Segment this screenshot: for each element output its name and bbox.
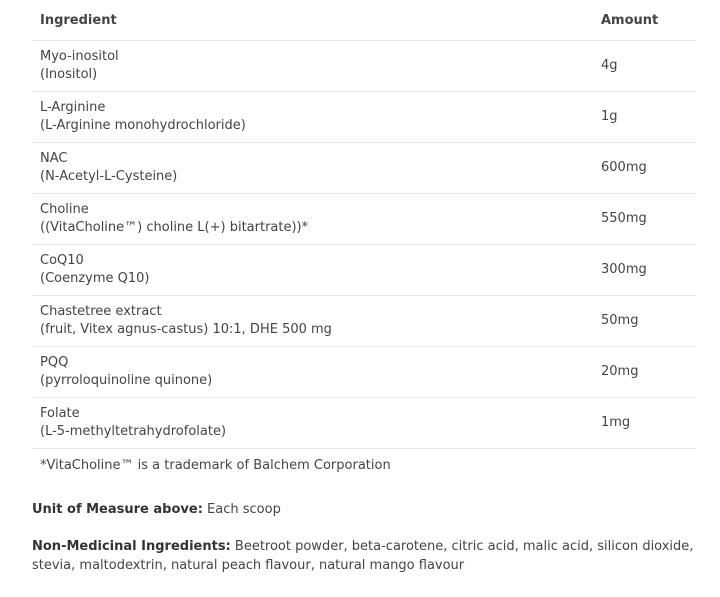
ingredients-table bbox=[32, 0, 696, 449]
supplement-facts-panel bbox=[32, 0, 696, 575]
amount-cell: 1mg bbox=[593, 398, 696, 449]
ingredient-detail: (Coenzyme Q10) bbox=[40, 271, 150, 286]
table-row bbox=[32, 194, 696, 245]
ingredient-cell bbox=[32, 92, 593, 143]
table-row bbox=[32, 41, 696, 92]
amount-cell: 4g bbox=[593, 41, 696, 92]
ingredient-name: Chastetree extract bbox=[40, 304, 162, 319]
ingredient-cell bbox=[32, 245, 593, 296]
ingredient-name: Myo-inositol bbox=[40, 49, 119, 64]
amount-cell: 20mg bbox=[593, 347, 696, 398]
non-medicinal-ingredients bbox=[32, 537, 696, 575]
amount-cell: 600mg bbox=[593, 143, 696, 194]
ingredient-detail: (pyrroloquinoline quinone) bbox=[40, 373, 213, 388]
ingredient-cell bbox=[32, 194, 593, 245]
table-row bbox=[32, 245, 696, 296]
ingredient-name: PQQ bbox=[40, 355, 69, 370]
ingredient-detail: (fruit, Vitex agnus-castus) 10:1, DHE 500 mg bbox=[40, 322, 332, 337]
table-row bbox=[32, 92, 696, 143]
ingredient-name: L-Arginine bbox=[40, 100, 106, 115]
table-row bbox=[32, 398, 696, 449]
trademark-footnote: *VitaCholine™ is a trademark of Balchem Corporation bbox=[40, 458, 391, 473]
ingredient-detail: (Inositol) bbox=[40, 67, 98, 82]
ingredient-detail: (N-Acetyl-L-Cysteine) bbox=[40, 169, 178, 184]
ingredient-cell bbox=[32, 296, 593, 347]
non-medicinal-value: Beetroot powder, beta-carotene, citric acid, malic acid, silicon dioxide, stevia, maltodextrin, natural peach flavour, natural mango flavour bbox=[32, 539, 694, 573]
table-row bbox=[32, 296, 696, 347]
table-header-row bbox=[32, 0, 696, 41]
unit-of-measure-value: Each scoop bbox=[202, 502, 281, 517]
amount-cell: 1g bbox=[593, 92, 696, 143]
amount-cell: 550mg bbox=[593, 194, 696, 245]
ingredient-detail: (L-Arginine monohydrochloride) bbox=[40, 118, 246, 133]
ingredient-name: Folate bbox=[40, 406, 80, 421]
unit-of-measure-label: Unit of Measure above: bbox=[32, 502, 203, 517]
ingredient-cell bbox=[32, 143, 593, 194]
ingredient-name: Choline bbox=[40, 202, 89, 217]
header-amount: Amount bbox=[593, 0, 696, 41]
ingredient-detail: ((VitaCholine™) choline L(+) bitartrate))* bbox=[40, 220, 309, 235]
table-row bbox=[32, 347, 696, 398]
amount-cell: 50mg bbox=[593, 296, 696, 347]
ingredient-cell bbox=[32, 398, 593, 449]
ingredient-name: NAC bbox=[40, 151, 68, 166]
ingredient-name: CoQ10 bbox=[40, 253, 84, 268]
unit-of-measure bbox=[32, 501, 696, 519]
amount-cell: 300mg bbox=[593, 245, 696, 296]
ingredient-cell bbox=[32, 347, 593, 398]
table-row bbox=[32, 143, 696, 194]
ingredient-cell bbox=[32, 41, 593, 92]
ingredient-detail: (L-5-methyltetrahydrofolate) bbox=[40, 424, 227, 439]
non-medicinal-label: Non-Medicinal Ingredients: bbox=[32, 539, 231, 554]
header-ingredient: Ingredient bbox=[32, 0, 593, 41]
